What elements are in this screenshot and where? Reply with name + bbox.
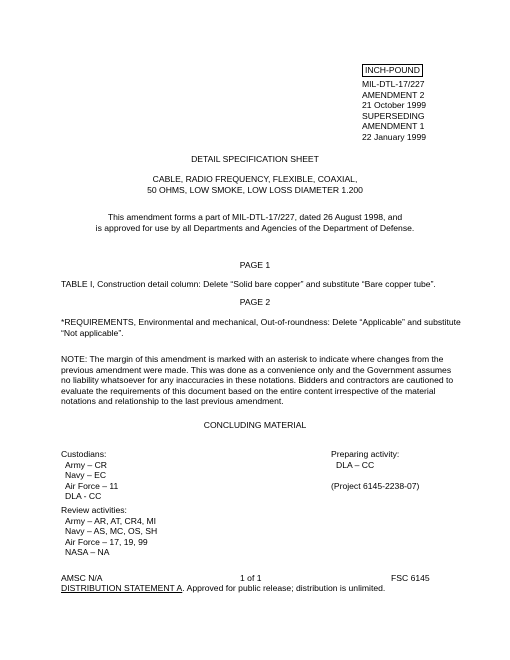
superseded-date: 22 January 1999: [362, 131, 427, 142]
fsc-label: FSC 6145: [391, 573, 430, 583]
distribution-statement-label: DISTRIBUTION STATEMENT A: [61, 583, 183, 593]
spec-number: MIL-DTL-17/227: [362, 79, 425, 89]
concluding-heading: CONCLUDING MATERIAL: [203, 420, 307, 430]
review-activity-item: Navy – AS, MC, OS, SH: [65, 526, 158, 537]
page1-change-text: TABLE I, Construction detail column: Delete “Solid bare copper” and substitute “Bare copper tube”.: [61, 279, 436, 289]
review-activity-item: Army – AR, AT, CR4, MI: [65, 515, 157, 526]
spacer: [331, 470, 419, 481]
project-number: (Project 6145-2238-07): [331, 480, 420, 491]
cable-title-line-2: 50 OHMS, LOW SMOKE, LOW LOSS DIAMETER 1.200: [147, 185, 363, 195]
note-line: NOTE: The margin of this amendment is marked with an asterisk to indicate where changes from the: [61, 354, 444, 364]
page2-change-line-2: “Not applicable”.: [61, 328, 124, 338]
distribution-statement-text: . Approved for public release; distribution is unlimited.: [182, 583, 386, 593]
intro-line-2: is approved for use by all Departments and Agencies of the Department of Defense.: [95, 223, 415, 233]
superseded-amendment: AMENDMENT 1: [362, 121, 425, 132]
review-activities-heading: Review activities:: [61, 505, 127, 515]
note-line: evaluate the requirements of this document based on the entire content irrespective of the material: [61, 385, 436, 396]
page2-change-line-1: *REQUIREMENTS, Environmental and mechanical, Out-of-roundness: Delete “Applicable” and substitute: [61, 317, 461, 327]
document-header: [362, 64, 426, 143]
preparing-activity-heading: Preparing activity:: [331, 449, 400, 459]
preparing-activity-block: [331, 449, 419, 491]
amsc-label: AMSC N/A: [61, 573, 103, 583]
intro-line-1: This amendment forms a part of MIL-DTL-17/227, dated 26 August 1998, and: [107, 212, 403, 222]
amendment-number: AMENDMENT 2: [362, 89, 425, 100]
page2-heading: PAGE 2: [239, 297, 271, 307]
custodian-item: Navy – EC: [65, 470, 107, 481]
note-paragraph: [61, 354, 453, 407]
custodians-block: [61, 449, 118, 502]
note-line: no liability whatsoever for any inaccuracies in these notations. Bidders and contractors are cautioned to: [61, 375, 454, 386]
page-count: 1 of 1: [240, 573, 262, 583]
cable-title-line-1: CABLE, RADIO FREQUENCY, FLEXIBLE, COAXIAL,: [152, 174, 358, 184]
note-line: previous amendment were made. This was done as a convenience only and the Government assumes: [61, 364, 452, 375]
review-activity-item: NASA – NA: [65, 547, 110, 558]
review-activities-block: [61, 505, 157, 558]
custodian-item: Army – CR: [65, 459, 108, 470]
superseding-label: SUPERSEDING: [362, 110, 425, 121]
custodian-item: DLA - CC: [65, 491, 102, 502]
page1-heading: PAGE 1: [239, 260, 271, 270]
custodians-heading: Custodians:: [61, 449, 107, 459]
amendment-date: 21 October 1999: [362, 100, 427, 111]
custodian-item: Air Force – 11: [65, 480, 119, 491]
inch-pound-label: INCH-POUND: [362, 64, 423, 77]
note-line: notations and relationship to the last previous amendment.: [61, 396, 284, 407]
review-activity-item: Air Force – 17, 19, 99: [65, 536, 148, 547]
sheet-title: DETAIL SPECIFICATION SHEET: [191, 154, 319, 164]
distribution-statement: [61, 583, 385, 594]
preparing-activity-item: DLA – CC: [336, 459, 375, 470]
